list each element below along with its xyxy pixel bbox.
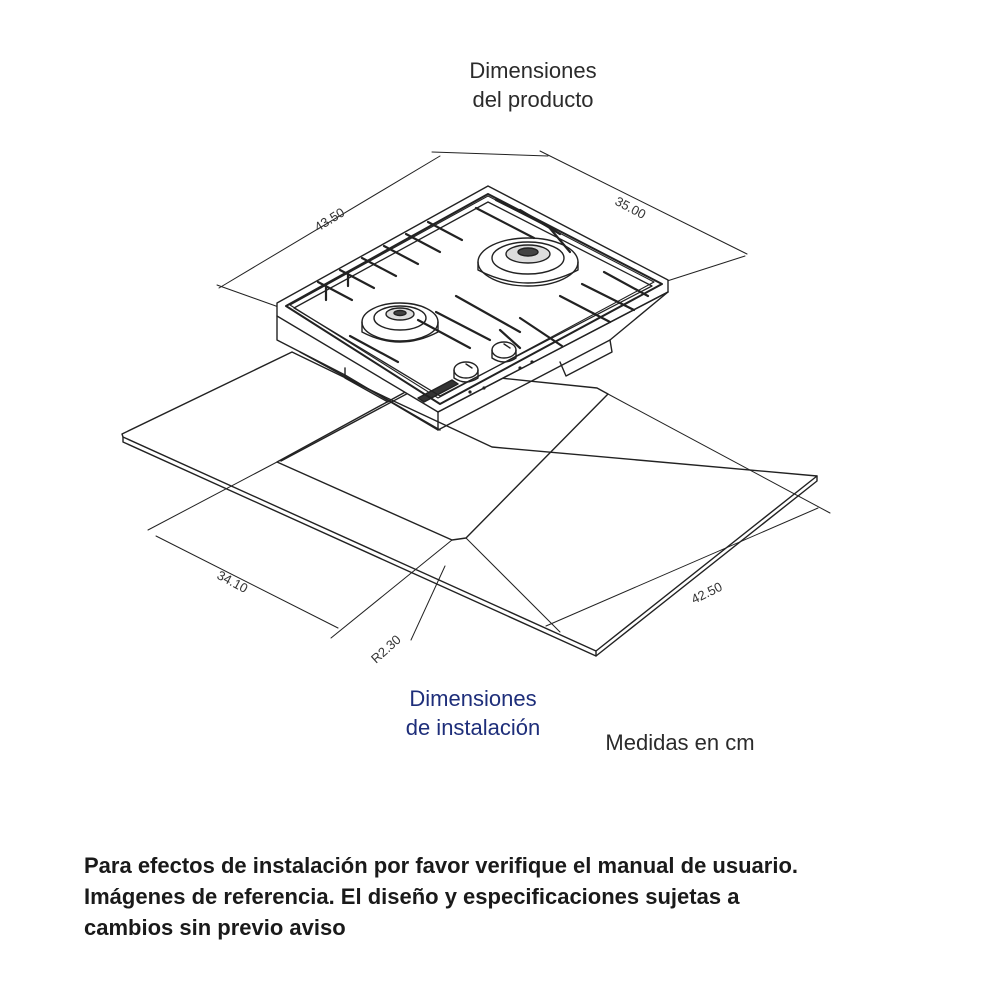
- product-depth-label: 43.50: [311, 204, 348, 235]
- disclaimer-line-1: Para efectos de instalación por favor verifique el manual de usuario.: [84, 853, 799, 878]
- product-heading-line1: Dimensiones: [469, 58, 597, 83]
- product-heading-line2: del producto: [472, 87, 594, 112]
- install-heading-line2: de instalación: [405, 715, 541, 740]
- corner-radius-label: R2.30: [367, 631, 404, 667]
- disclaimer-line-2: Imágenes de referencia. El diseño y especificaciones sujetas a: [84, 884, 740, 909]
- cutout-width-label: 42.50: [688, 578, 725, 607]
- units-note: Medidas en cm: [605, 730, 755, 755]
- cutout-depth-label: 34.10: [214, 567, 251, 596]
- disclaimer-line-3: cambios sin previo aviso: [84, 915, 346, 940]
- install-heading-line1: Dimensiones: [409, 686, 537, 711]
- disclaimer-text: [84, 850, 964, 943]
- product-width-label: 35.00: [612, 193, 649, 222]
- countertop-slab: [122, 352, 817, 656]
